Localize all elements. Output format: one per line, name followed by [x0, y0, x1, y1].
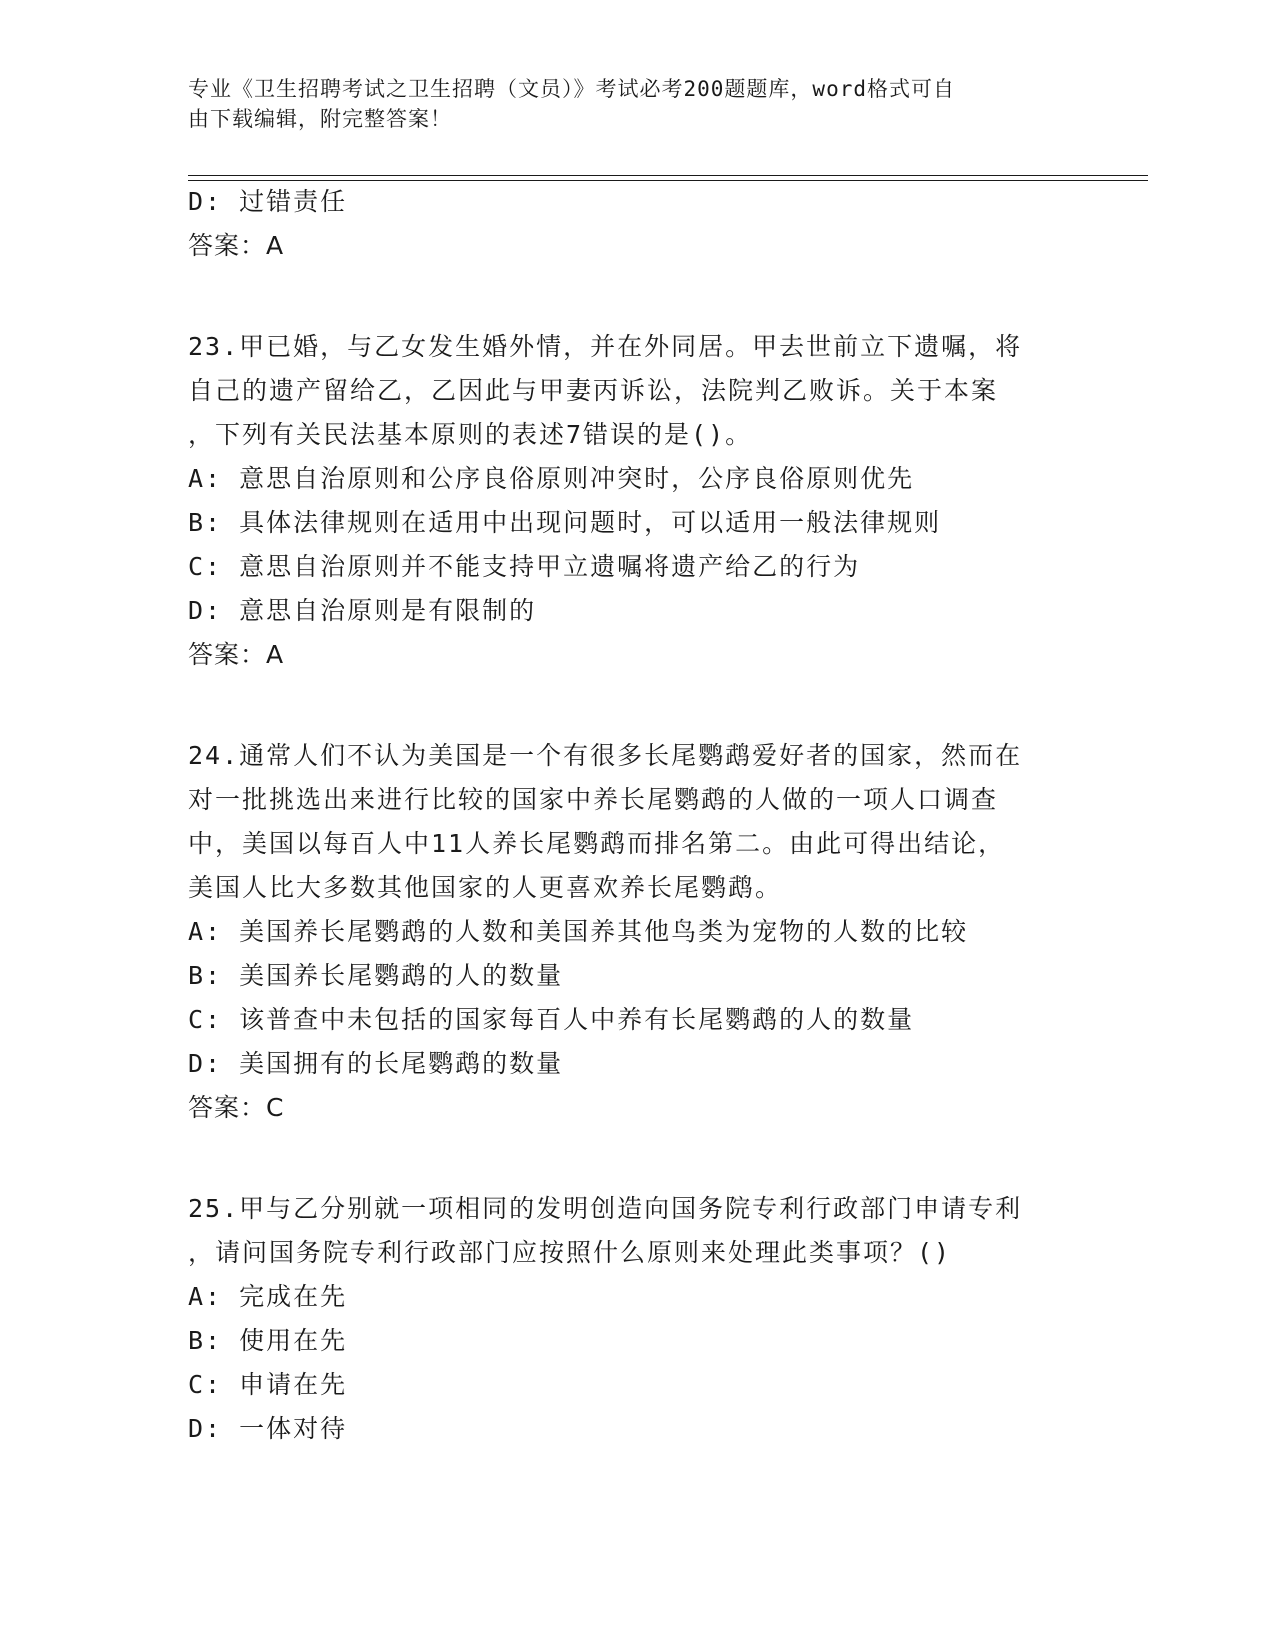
- q24-answer: 答案：C: [188, 1093, 285, 1122]
- q23-stem-line-1: 23.甲已婚，与乙女发生婚外情，并在外同居。甲去世前立下遗嘱，将: [188, 332, 1023, 361]
- q23-stem-line-2: 自己的遗产留给乙，乙因此与甲妻丙诉讼，法院判乙败诉。关于本案: [188, 376, 999, 405]
- header-title-line-1: 专业《卫生招聘考试之卫生招聘（文员）》考试必考200题题库，word格式可自: [188, 77, 955, 101]
- q25-stem-line-2: ，请问国务院专利行政部门应按照什么原则来处理此类事项？(): [188, 1238, 952, 1267]
- q24-option-c: C: 该普查中未包括的国家每百人中养有长尾鹦鹉的人的数量: [188, 1005, 915, 1034]
- q24-stem-line-1: 24.通常人们不认为美国是一个有很多长尾鹦鹉爱好者的国家，然而在: [188, 741, 1023, 770]
- header-divider-bottom: [188, 180, 1148, 181]
- q23-answer: 答案：A: [188, 640, 285, 669]
- q23-option-b: B: 具体法律规则在适用中出现问题时，可以适用一般法律规则: [188, 508, 942, 537]
- prev-answer: 答案：A: [188, 231, 285, 260]
- q23-option-c: C: 意思自治原则并不能支持甲立遗嘱将遗产给乙的行为: [188, 552, 861, 581]
- prev-option-d: D: 过错责任: [188, 187, 348, 216]
- q23-option-d: D: 意思自治原则是有限制的: [188, 596, 537, 625]
- q24-stem-line-3: 中，美国以每百人中11人养长尾鹦鹉而排名第二。由此可得出结论，: [188, 829, 1006, 858]
- header-title-line-2: 由下载编辑，附完整答案！: [188, 107, 452, 131]
- q25-stem-line-1: 25.甲与乙分别就一项相同的发明创造向国务院专利行政部门申请专利: [188, 1194, 1023, 1223]
- q24-stem-line-4: 美国人比大多数其他国家的人更喜欢养长尾鹦鹉。: [188, 873, 783, 902]
- q25-option-d: D: 一体对待: [188, 1414, 348, 1443]
- q25-option-c: C: 申请在先: [188, 1370, 348, 1399]
- q23-option-a: A: 意思自治原则和公序良俗原则冲突时，公序良俗原则优先: [188, 464, 915, 493]
- header-divider-top: [188, 175, 1148, 176]
- q25-option-b: B: 使用在先: [188, 1326, 348, 1355]
- q24-option-d: D: 美国拥有的长尾鹦鹉的数量: [188, 1049, 564, 1078]
- q24-stem-line-2: 对一批挑选出来进行比较的国家中养长尾鹦鹉的人做的一项人口调查: [188, 785, 999, 814]
- q24-option-b: B: 美国养长尾鹦鹉的人的数量: [188, 961, 564, 990]
- q24-option-a: A: 美国养长尾鹦鹉的人数和美国养其他鸟类为宠物的人数的比较: [188, 917, 969, 946]
- document-header: [188, 74, 1088, 134]
- q25-option-a: A: 完成在先: [188, 1282, 348, 1311]
- q23-stem-line-3: ，下列有关民法基本原则的表述7错误的是()。: [188, 420, 753, 449]
